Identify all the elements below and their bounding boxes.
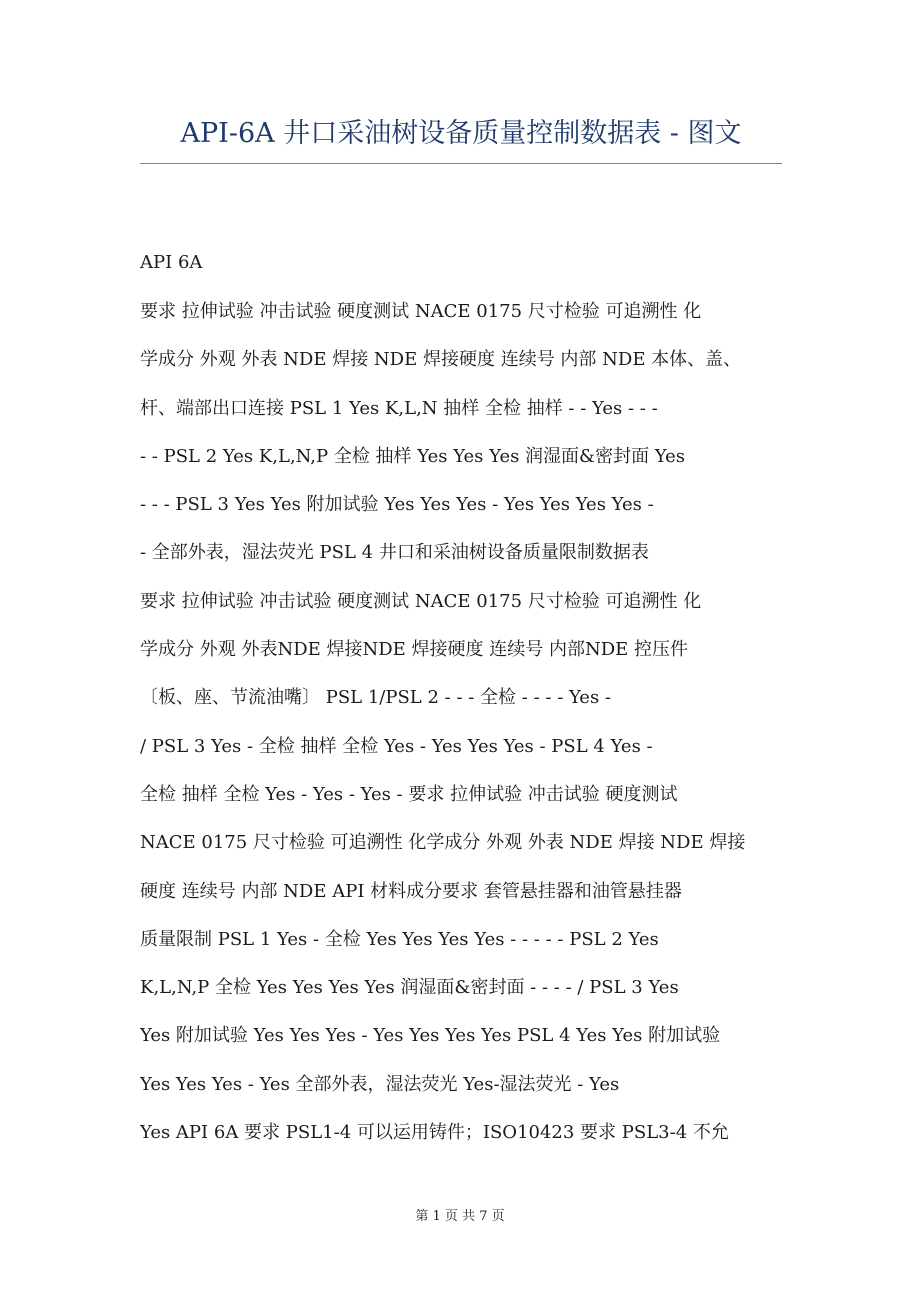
text-line: 硬度 连续号 内部 NDE API 材料成分要求 套管悬挂器和油管悬挂器: [140, 880, 682, 902]
document-title: API-6A 井口采油树设备质量控制数据表 - 图文: [180, 118, 742, 149]
text-line: / PSL 3 Yes - 全检 抽样 全检 Yes - Yes Yes Yes - PSL 4 Yes -: [140, 735, 653, 757]
text-line: Yes API 6A 要求 PSL1-4 可以运用铸件；ISO10423 要求 PSL3-4 不允: [140, 1122, 729, 1144]
text-line: - - - PSL 3 Yes Yes 附加试验 Yes Yes Yes - Yes Yes Yes Yes -: [140, 494, 654, 516]
text-line: 要求 拉伸试验 冲击试验 硬度测试 NACE 0175 尺寸检验 可追溯性 化: [140, 301, 702, 322]
text-line: Yes Yes Yes - Yes 全部外表，湿法荧光 Yes-湿法荧光 - Yes: [140, 1073, 620, 1095]
text-line: K,L,N,P 全检 Yes Yes Yes Yes 润湿面&密封面 - - - - / PSL 3 Yes: [140, 977, 679, 999]
text-line: - - PSL 2 Yes K,L,N,P 全检 抽样 Yes Yes Yes 润湿面&密封面 Yes: [140, 445, 686, 467]
text-line: 杆、端部出口连接 PSL 1 Yes K,L,N 抽样 全检 抽样 - - Yes - - -: [140, 397, 658, 419]
text-line: - 全部外表，湿法荧光 PSL 4 井口和采油树设备质量限制数据表: [140, 542, 649, 564]
text-line: 全检 抽样 全检 Yes - Yes - Yes - 要求 拉伸试验 冲击试验 硬度测试: [140, 783, 678, 805]
text-line: 学成分 外观 外表 NDE 焊接 NDE 焊接硬度 连续号 内部 NDE 本体、盖、: [140, 349, 742, 371]
text-line: Yes 附加试验 Yes Yes Yes - Yes Yes Yes Yes PSL 4 Yes Yes 附加试验: [140, 1025, 721, 1047]
intro-line: API 6A: [140, 252, 203, 273]
text-line: NACE 0175 尺寸检验 可追溯性 化学成分 外观 外表 NDE 焊接 NDE 焊接: [140, 832, 746, 854]
text-line: 质量限制 PSL 1 Yes - 全检 Yes Yes Yes Yes - - - - - PSL 2 Yes: [140, 928, 659, 950]
page-footer: 第 1 页 共 7 页: [415, 1209, 505, 1224]
body-text: [140, 296, 790, 1165]
title-divider: [140, 163, 782, 164]
text-line: 〔板、座、节流油嘴〕 PSL 1/PSL 2 - - - 全检 - - - - Yes -: [140, 687, 612, 709]
text-line: 学成分 外观 外表NDE 焊接NDE 焊接硬度 连续号 内部NDE 控压件: [140, 639, 689, 661]
text-line: 要求 拉伸试验 冲击试验 硬度测试 NACE 0175 尺寸检验 可追溯性 化: [140, 590, 702, 612]
